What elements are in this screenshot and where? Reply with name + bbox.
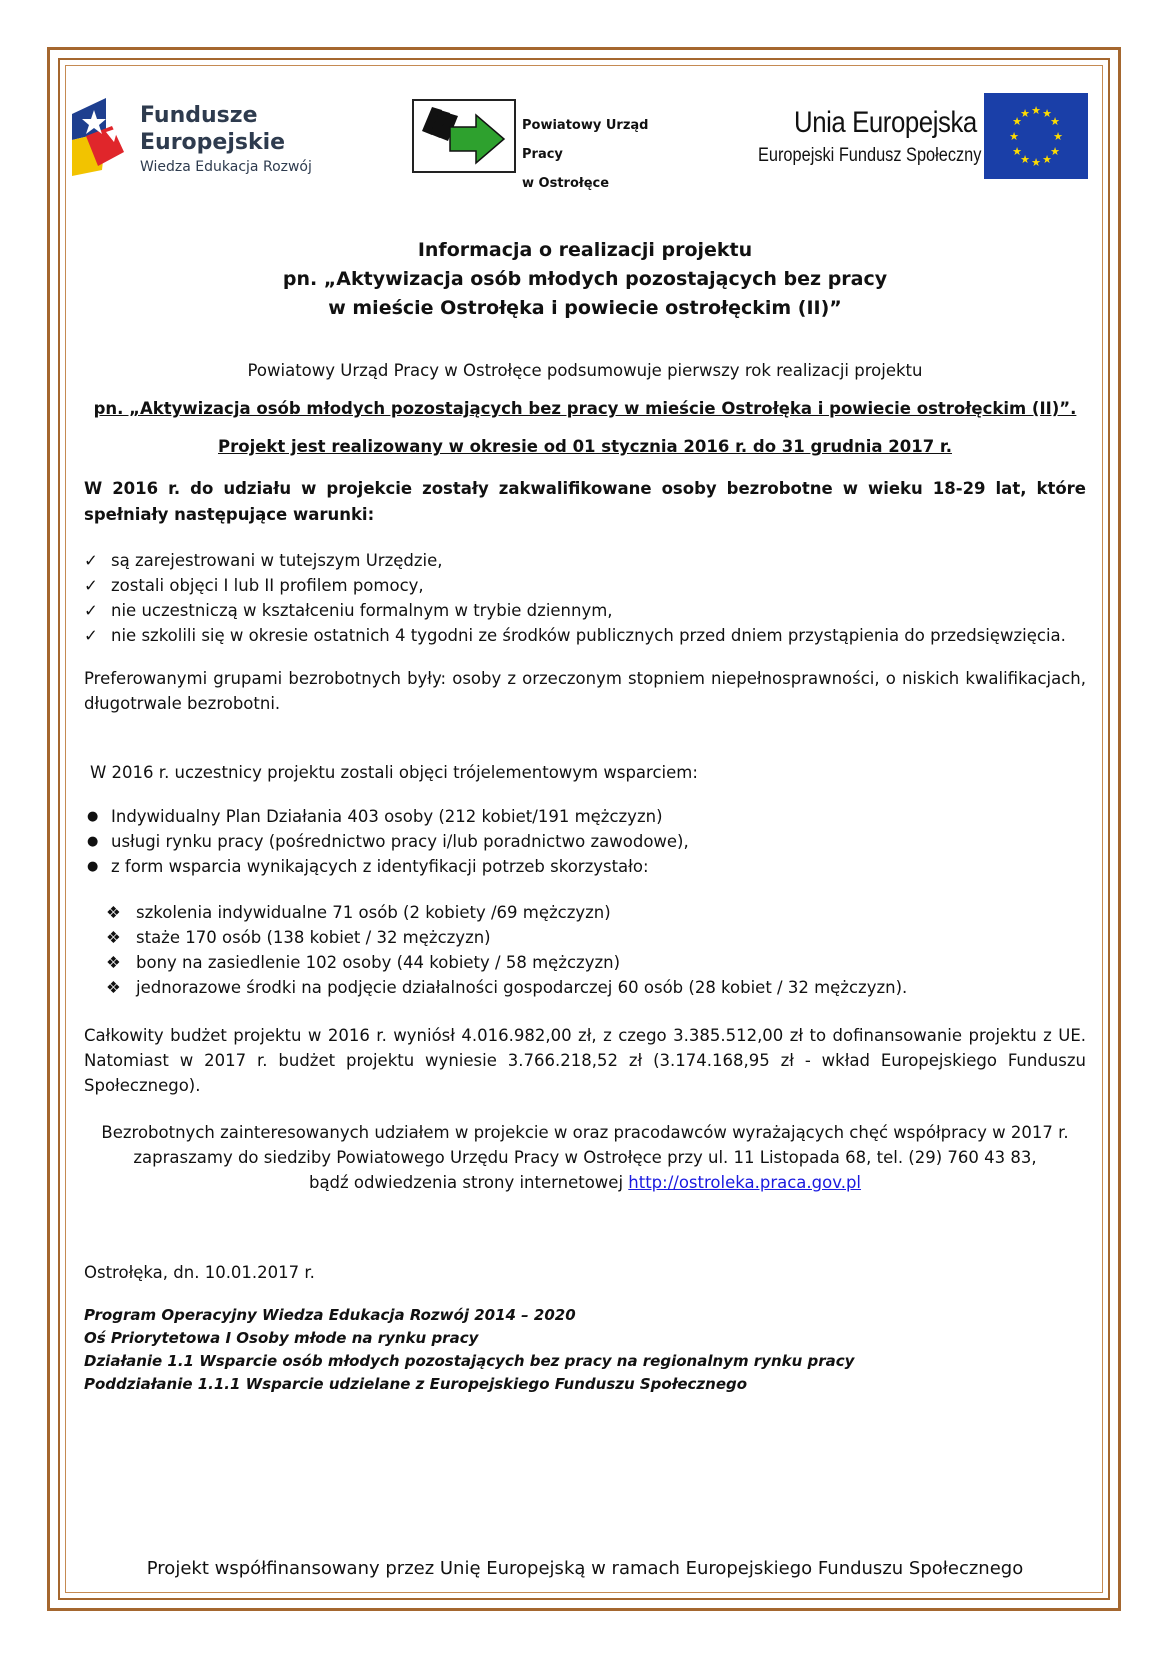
eu-stars-icon: [984, 93, 1088, 179]
bullet-icon: ●: [87, 809, 99, 824]
list-item: ❖ staże 170 osób (138 kobiet / 32 mężczyzn): [106, 925, 1086, 950]
list-item: ✓ zostali objęci I lub II profilem pomocy,: [84, 573, 1086, 598]
program-line4: Poddziałanie 1.1.1 Wsparcie udzielane z Europejskiego Funduszu Społecznego: [84, 1375, 748, 1393]
svg-text:★: ★: [1050, 145, 1060, 158]
qualification-text: W 2016 r. do udziału w projekcie zostały zakwalifikowane osoby bezrobotne w wieku 18-29 lat, które spełniały następujące warunki:: [84, 479, 1086, 524]
program-line3: Działanie 1.1 Wsparcie osób młodych pozostających bez pracy na regionalnym rynku pracy: [84, 1352, 855, 1370]
pup-logo-line2: w Ostrołęce: [522, 176, 610, 191]
svg-text:★: ★: [1009, 130, 1019, 143]
budget-text: Całkowity budżet projektu w 2016 r. wyniósł 4.016.982,00 zł, z czego 3.385.512,00 zł to dofinansowanie projektu z UE. Natomiast w 2017 r. budżet projektu wyniesie 3.766.218,52 zł (3.174.168,95 zł - wkład Europejskiego Funduszu Społecznego).: [84, 1026, 1086, 1095]
bullet-icon: ●: [87, 834, 99, 849]
list-item: ✓ nie uczestniczą w kształceniu formalnym w trybie dziennym,: [84, 598, 1086, 623]
invitation-line3: bądź odwiedzenia strony internetowej http://ostroleka.praca.gov.pl: [308, 1173, 862, 1192]
title-line1: Informacja o realizacji projektu: [417, 239, 753, 261]
support-intro-text: W 2016 r. uczestnicy projektu zostali objęci trójelementowym wsparciem:: [90, 763, 698, 782]
list-item: ❖ bony na zasiedlenie 102 osoby (44 kobiety / 58 mężczyzn): [106, 950, 1086, 975]
list-item: ● usługi rynku pracy (pośrednictwo pracy i/lub poradnictwo zawodowe),: [84, 829, 1086, 854]
conditions-list: [84, 548, 1086, 648]
fundusze-europejskie-emblem-icon: [68, 92, 132, 182]
four-diamond-icon: ❖: [106, 953, 121, 972]
svg-text:★: ★: [1053, 130, 1063, 143]
fundusze-europejskie-logo: [68, 92, 358, 182]
four-diamond-icon: ❖: [106, 978, 121, 997]
website-link[interactable]: http://ostroleka.praca.gov.pl: [628, 1173, 862, 1192]
pup-logo: [412, 99, 692, 191]
preferred-groups-text: Preferowanymi grupami bezrobotnych były: osoby z orzeczonym stopniem niepełnosprawności, o niskich kwalifikacjach, długotrwale bezrobotni.: [84, 669, 1086, 713]
svg-text:★: ★: [1012, 115, 1022, 128]
support-forms-list: [106, 900, 1086, 1000]
check-mark-icon: ✓: [84, 601, 98, 620]
fe-logo-line2: Europejskie: [140, 130, 286, 155]
eu-flag-icon: [984, 93, 1088, 179]
document-title: [84, 236, 1086, 323]
ue-logo-line2: Europejski Fundusz Społeczny: [758, 145, 982, 166]
program-line1: Program Operacyjny Wiedza Edukacja Rozwój 2014 – 2020: [84, 1306, 576, 1324]
project-name: pn. „Aktywizacja osób młodych pozostających bez pracy w mieście Ostrołęka i powiecie ostrołęckim (II)”.: [93, 399, 1077, 418]
svg-text:★: ★: [1031, 156, 1041, 169]
pup-logo-text: [522, 111, 692, 198]
svg-text:★: ★: [1020, 107, 1030, 120]
unia-europejska-logo: [740, 93, 1100, 183]
document-body: [84, 236, 1086, 1396]
program-line2: Oś Priorytetowa I Osoby młode na rynku pracy: [84, 1329, 479, 1347]
list-item: ❖ szkolenia indywidualne 71 osób (2 kobiety /69 mężczyzn): [106, 900, 1086, 925]
svg-text:★: ★: [1020, 153, 1030, 166]
invitation-text: [84, 1120, 1086, 1195]
invitation-line2: zapraszamy do siedziby Powiatowego Urzędu Pracy w Ostrołęce przy ul. 11 Listopada 68, tel. (29) 760 43 83,: [133, 1148, 1037, 1167]
list-item: ✓ są zarejestrowani w tutejszym Urzędzie,: [84, 548, 1086, 573]
bullet-icon: ●: [87, 859, 99, 874]
pup-logo-line1: Powiatowy Urząd Pracy: [522, 118, 649, 162]
list-item: ● Indywidualny Plan Działania 403 osoby (212 kobiet/191 mężczyzn): [84, 804, 1086, 829]
svg-text:★: ★: [1042, 107, 1052, 120]
list-item: ✓ nie szkolili się w okresie ostatnich 4 tygodni ze środków publicznych przed dniem przystąpienia do przedsięwzięcia.: [84, 623, 1086, 648]
check-mark-icon: ✓: [84, 576, 98, 595]
fe-logo-line1: Fundusze: [140, 103, 258, 128]
svg-text:★: ★: [1031, 104, 1041, 117]
title-line2: pn. „Aktywizacja osób młodych pozostających bez pracy: [282, 268, 888, 290]
svg-text:★: ★: [1042, 153, 1052, 166]
ue-logo-line1: Unia Europejska: [794, 106, 977, 139]
list-item: ❖ jednorazowe środki na podjęcie działalności gospodarczej 60 osób (28 kobiet / 32 mężczyzn).: [106, 975, 1086, 1000]
support-list: [84, 804, 1086, 879]
pup-arrow-icon: [414, 101, 514, 171]
fundusze-europejskie-text: [140, 102, 312, 175]
footer-text: Projekt współfinansowany przez Unię Europejską w ramach Europejskiego Funduszu Społecznego: [146, 1558, 1024, 1579]
check-mark-icon: ✓: [84, 626, 98, 645]
invitation-line1: Bezrobotnych zainteresowanych udziałem w projekcie w oraz pracodawców wyrażających chęć współpracy w 2017 r.: [101, 1123, 1069, 1142]
four-diamond-icon: ❖: [106, 928, 121, 947]
project-period: Projekt jest realizowany w okresie od 01 stycznia 2016 r. do 31 grudnia 2017 r.: [218, 437, 952, 456]
fe-logo-line3: Wiedza Edukacja Rozwój: [140, 159, 312, 175]
list-item: ● z form wsparcia wynikających z identyfikacji potrzeb skorzystało:: [84, 854, 1086, 879]
four-diamond-icon: ❖: [106, 903, 121, 922]
document-date: Ostrołęka, dn. 10.01.2017 r.: [84, 1263, 315, 1282]
intro-text: Powiatowy Urząd Pracy w Ostrołęce podsumowuje pierwszy rok realizacji projektu: [247, 361, 923, 380]
pup-logo-box: [412, 99, 516, 173]
program-info: [84, 1304, 1086, 1396]
title-line3: w mieście Ostrołęka i powiecie ostrołęckim (II)”: [328, 297, 842, 319]
svg-text:★: ★: [1050, 115, 1060, 128]
svg-text:★: ★: [1012, 145, 1022, 158]
check-mark-icon: ✓: [84, 551, 98, 570]
